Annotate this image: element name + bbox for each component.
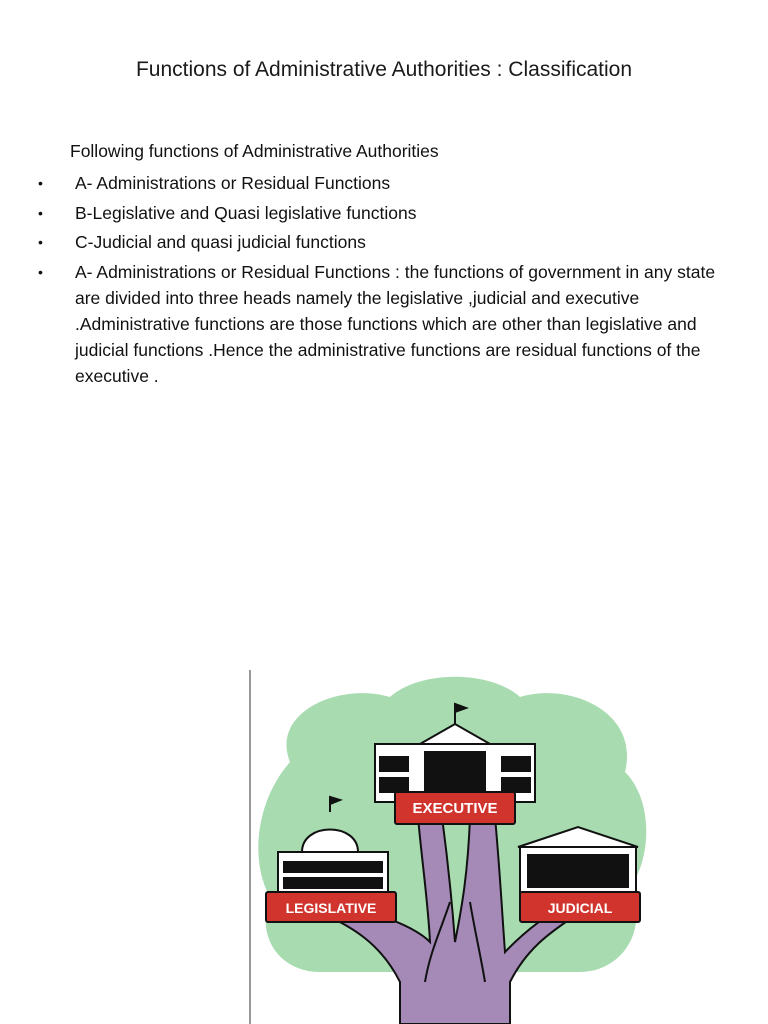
window-row (502, 757, 530, 771)
bullet-icon: • (38, 234, 43, 250)
window-row (380, 778, 408, 792)
window-row (380, 757, 408, 771)
government-tree-illustration (230, 652, 670, 1024)
bullet-text: A- Administrations or Residual Functions : the functions of government in any state are divided into three heads namely the legislative ,judicial and executive .Administrative functions are those functions which are other than legislative and judicial functions .Hence the administrative functions are residual functions of the executive . (75, 261, 716, 386)
slide-title: Functions of Administrative Authorities : Classification (135, 58, 633, 81)
bullet-item (38, 229, 718, 255)
bullet-icon: • (38, 175, 43, 191)
building-body (278, 852, 388, 897)
bullet-item (38, 200, 718, 226)
intro-text: Following functions of Administrative Authorities (70, 141, 439, 161)
bullet-icon: • (38, 204, 43, 221)
executive-label: EXECUTIVE (412, 800, 498, 817)
bullet-text: C-Judicial and quasi judicial functions (75, 232, 366, 252)
bullet-item (38, 170, 718, 196)
bullet-icon: • (38, 263, 43, 280)
bullet-text: A- Administrations or Residual Functions (75, 173, 391, 193)
window-row (502, 778, 530, 792)
tree-image (230, 652, 670, 1024)
window-row (284, 878, 382, 888)
portico (425, 752, 485, 797)
window-row (284, 862, 382, 872)
legislative-label: LEGISLATIVE (285, 900, 377, 916)
bullet-item (38, 259, 718, 389)
judicial-label: JUDICIAL (547, 900, 613, 916)
colonnade (528, 855, 628, 887)
bullet-list (38, 170, 718, 392)
bullet-text: B-Legislative and Quasi legislative functions (75, 202, 417, 223)
